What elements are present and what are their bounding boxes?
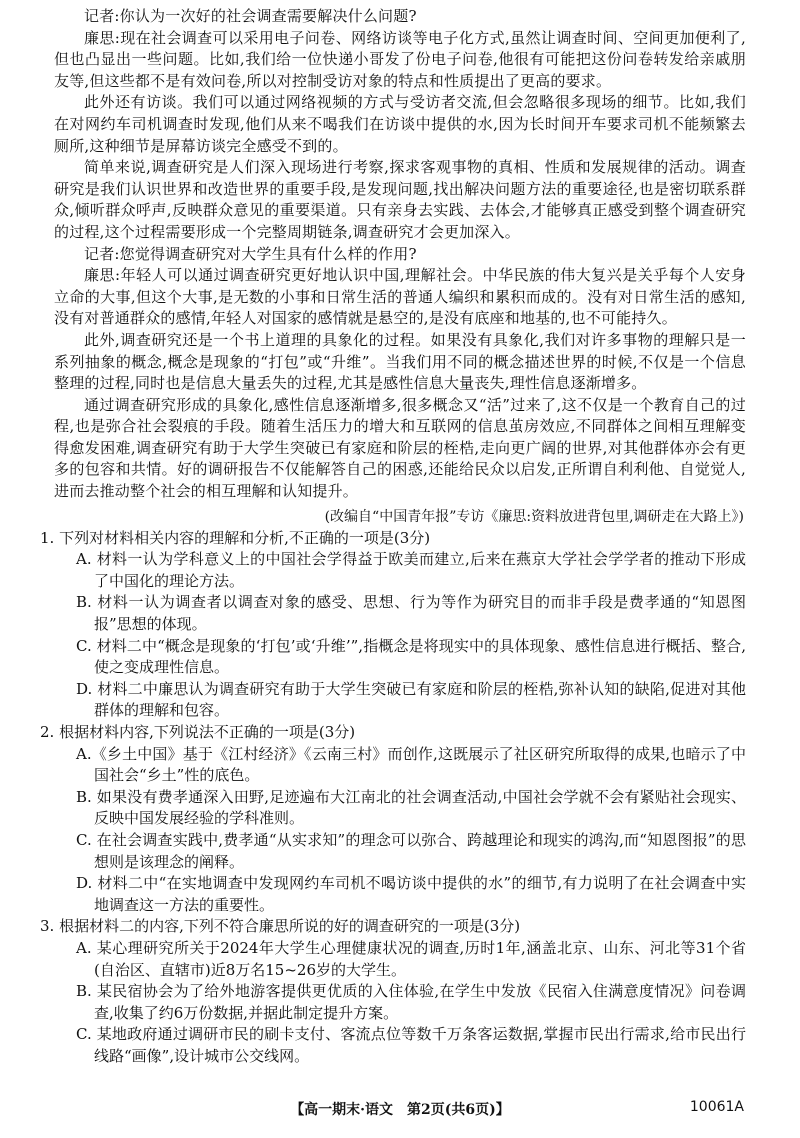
passage-paragraph-3: 此外还有访谈。我们可以通过网络视频的方式与受访者交流,但会忽略很多现场的细节。比如,我们在对网约车司机调查时发现,他们从来不喝我们在访谈中提供的水,因为长时间开车要求司机不能频繁去厕所,这种细节是屏幕访谈完全感受不到的。 bbox=[54, 93, 746, 155]
passage-paragraph-7: 此外,调查研究还是一个书上道理的具象化的过程。如果没有具象化,我们对许多事物的理解只是一系列抽象的概念,概念是现象的“打包”或“升维”。当我们用不同的概念描述世界的时候,不仅是一个信息整理的过程,同时也是信息大量丢失的过程,尤其是感性信息大量丧失,理性信息逐渐增多。 bbox=[54, 330, 746, 393]
passage-paragraph-5: 记者:您觉得调查研究对大学生具有什么样的作用? bbox=[84, 244, 417, 263]
footer-paper-code: 10061A bbox=[689, 1099, 744, 1115]
question-2-option-b: B. 如果没有费孝通深入田野,足迹遍布大江南北的社会调查活动,中国社会学就不会有紧贴社会现实、反映中国发展经验的学科准则。 bbox=[76, 787, 746, 828]
question-3-option-a: A. 某心理研究所关于2024年大学生心理健康状况的调查,历时1年,涵盖北京、山东、河北等31个省(自治区、直辖市)近8万名15~26岁的大学生。 bbox=[76, 938, 746, 979]
question-1-option-d: D. 材料二中廉思认为调查研究有助于大学生突破已有家庭和阶层的桎梏,弥补认知的缺陷,促进对其他群体的理解和包容。 bbox=[76, 679, 746, 720]
passage-paragraph-8: 通过调查研究形成的具象化,感性信息逐渐增多,很多概念又“活”过来了,这不仅是一个教育自己的过程,也是弥合社会裂痕的手段。随着生活压力的增大和互联网的信息茧房效应,不同群体之间相互理解变得愈发困难,调查研究有助于大学生突破已有家庭和阶层的桎梏,走向更广阔的世界,对其他群体亦会有更多的包容和共情。好的调研报告不仅能解答自己的困惑,还能给民众以启发,正所谓自利利他、自觉觉人,进而去推动整个社会的相互理解和认知提升。 bbox=[54, 395, 746, 501]
passage-paragraph-1: 记者:你认为一次好的社会调查需要解决什么问题? bbox=[84, 7, 417, 25]
question-2-option-c: C. 在社会调查实践中,费孝通“从实求知”的理念可以弥合、跨越理论和现实的鸿沟,而“知恩图报”的思想则是该理念的阐释。 bbox=[76, 830, 746, 871]
question-3-option-c: C. 某地政府通过调研市民的刷卡支付、客流点位等数千万条客运数据,掌握市民出行需求,给市民出行线路“画像”,设计城市公交线网。 bbox=[76, 1025, 746, 1065]
source-note: (改编自“中国青年报”专访《廉思:资料放进背包里,调研走在大路上》) bbox=[324, 508, 744, 525]
question-1-stem: 1. 下列对材料相关内容的理解和分析,不正确的一项是(3分) bbox=[40, 528, 431, 547]
question-1-option-a: A. 材料一认为学科意义上的中国社会学得益于欧美而建立,后来在燕京大学社会学学者的推动下形成了中国化的理论方法。 bbox=[76, 550, 746, 590]
question-2 bbox=[40, 722, 746, 916]
question-3 bbox=[40, 916, 746, 1067]
footer-title: 【高一期末·语文 第2页(共6页)】 bbox=[290, 1102, 510, 1118]
passage-paragraph-2: 廉思:现在社会调查可以采用电子问卷、网络访谈等电子化方式,虽然让调查时间、空间更加便利了,但也凸显出一些问题。比如,我们给一位快递小哥发了份电子问卷,他很有可能把这份问卷转发给亲戚朋友等,但这些都不是有效问卷,所以对控制受访对象的特点和性质提出了更高的要求。 bbox=[54, 28, 746, 90]
question-1-option-b: B. 材料一认为调查者以调查对象的感受、思想、行为等作为研究目的而非手段是费孝通的“知恩图报”思想的体现。 bbox=[76, 593, 746, 634]
reading-passage bbox=[54, 6, 746, 528]
question-2-option-a: A.《乡土中国》基于《江村经济》《云南三村》而创作,这既展示了社区研究所取得的成果,也暗示了中国社会“乡土”性的底色。 bbox=[76, 744, 746, 785]
passage-paragraph-4: 简单来说,调查研究是人们深入现场进行考察,探求客观事物的真相、性质和发展规律的活动。调查研究是我们认识世界和改造世界的重要手段,是发现问题,找出解决问题方法的重要途径,也是密切联系群众,倾听群众呼声,反映群众意见的重要渠道。只有亲身去实践、去体会,才能够真正感受到整个调查研究的过程,这个过程需要形成一个完整周期链条,调查研究才会更加深入。 bbox=[54, 158, 746, 241]
question-3-stem: 3. 根据材料二的内容,下列不符合廉思所说的好的调查研究的一项是(3分) bbox=[40, 917, 521, 936]
question-1 bbox=[40, 528, 746, 722]
question-2-option-d: D. 材料二中“在实地调查中发现网约车司机不喝访谈中提供的水”的细节,有力说明了在社会调查中实地调查这一方法的重要性。 bbox=[76, 874, 746, 914]
question-2-stem: 2. 根据材料内容,下列说法不正确的一项是(3分) bbox=[40, 723, 356, 741]
question-1-option-c: C. 材料二中“概念是现象的‘打包’或‘升维’”,指概念是将现实中的具体现象、感性信息进行概括、整合,使之变成理性信息。 bbox=[76, 636, 746, 677]
passage-paragraph-6: 廉思:年轻人可以通过调查研究更好地认识中国,理解社会。中华民族的伟大复兴是关乎每个人安身立命的大事,但这个大事,是无数的小事和日常生活的普通人编织和累积而成的。没有对日常生活的感知,没有对普通群众的感情,年轻人对国家的感情就是悬空的,是没有底座和地基的,也不可能持久。 bbox=[54, 266, 746, 328]
page-footer bbox=[0, 1099, 800, 1123]
question-3-option-b: B. 某民宿协会为了给外地游客提供更优质的入住体验,在学生中发放《民宿入住满意度情况》问卷调查,收集了约6万份数据,并据此制定提升方案。 bbox=[76, 982, 746, 1022]
